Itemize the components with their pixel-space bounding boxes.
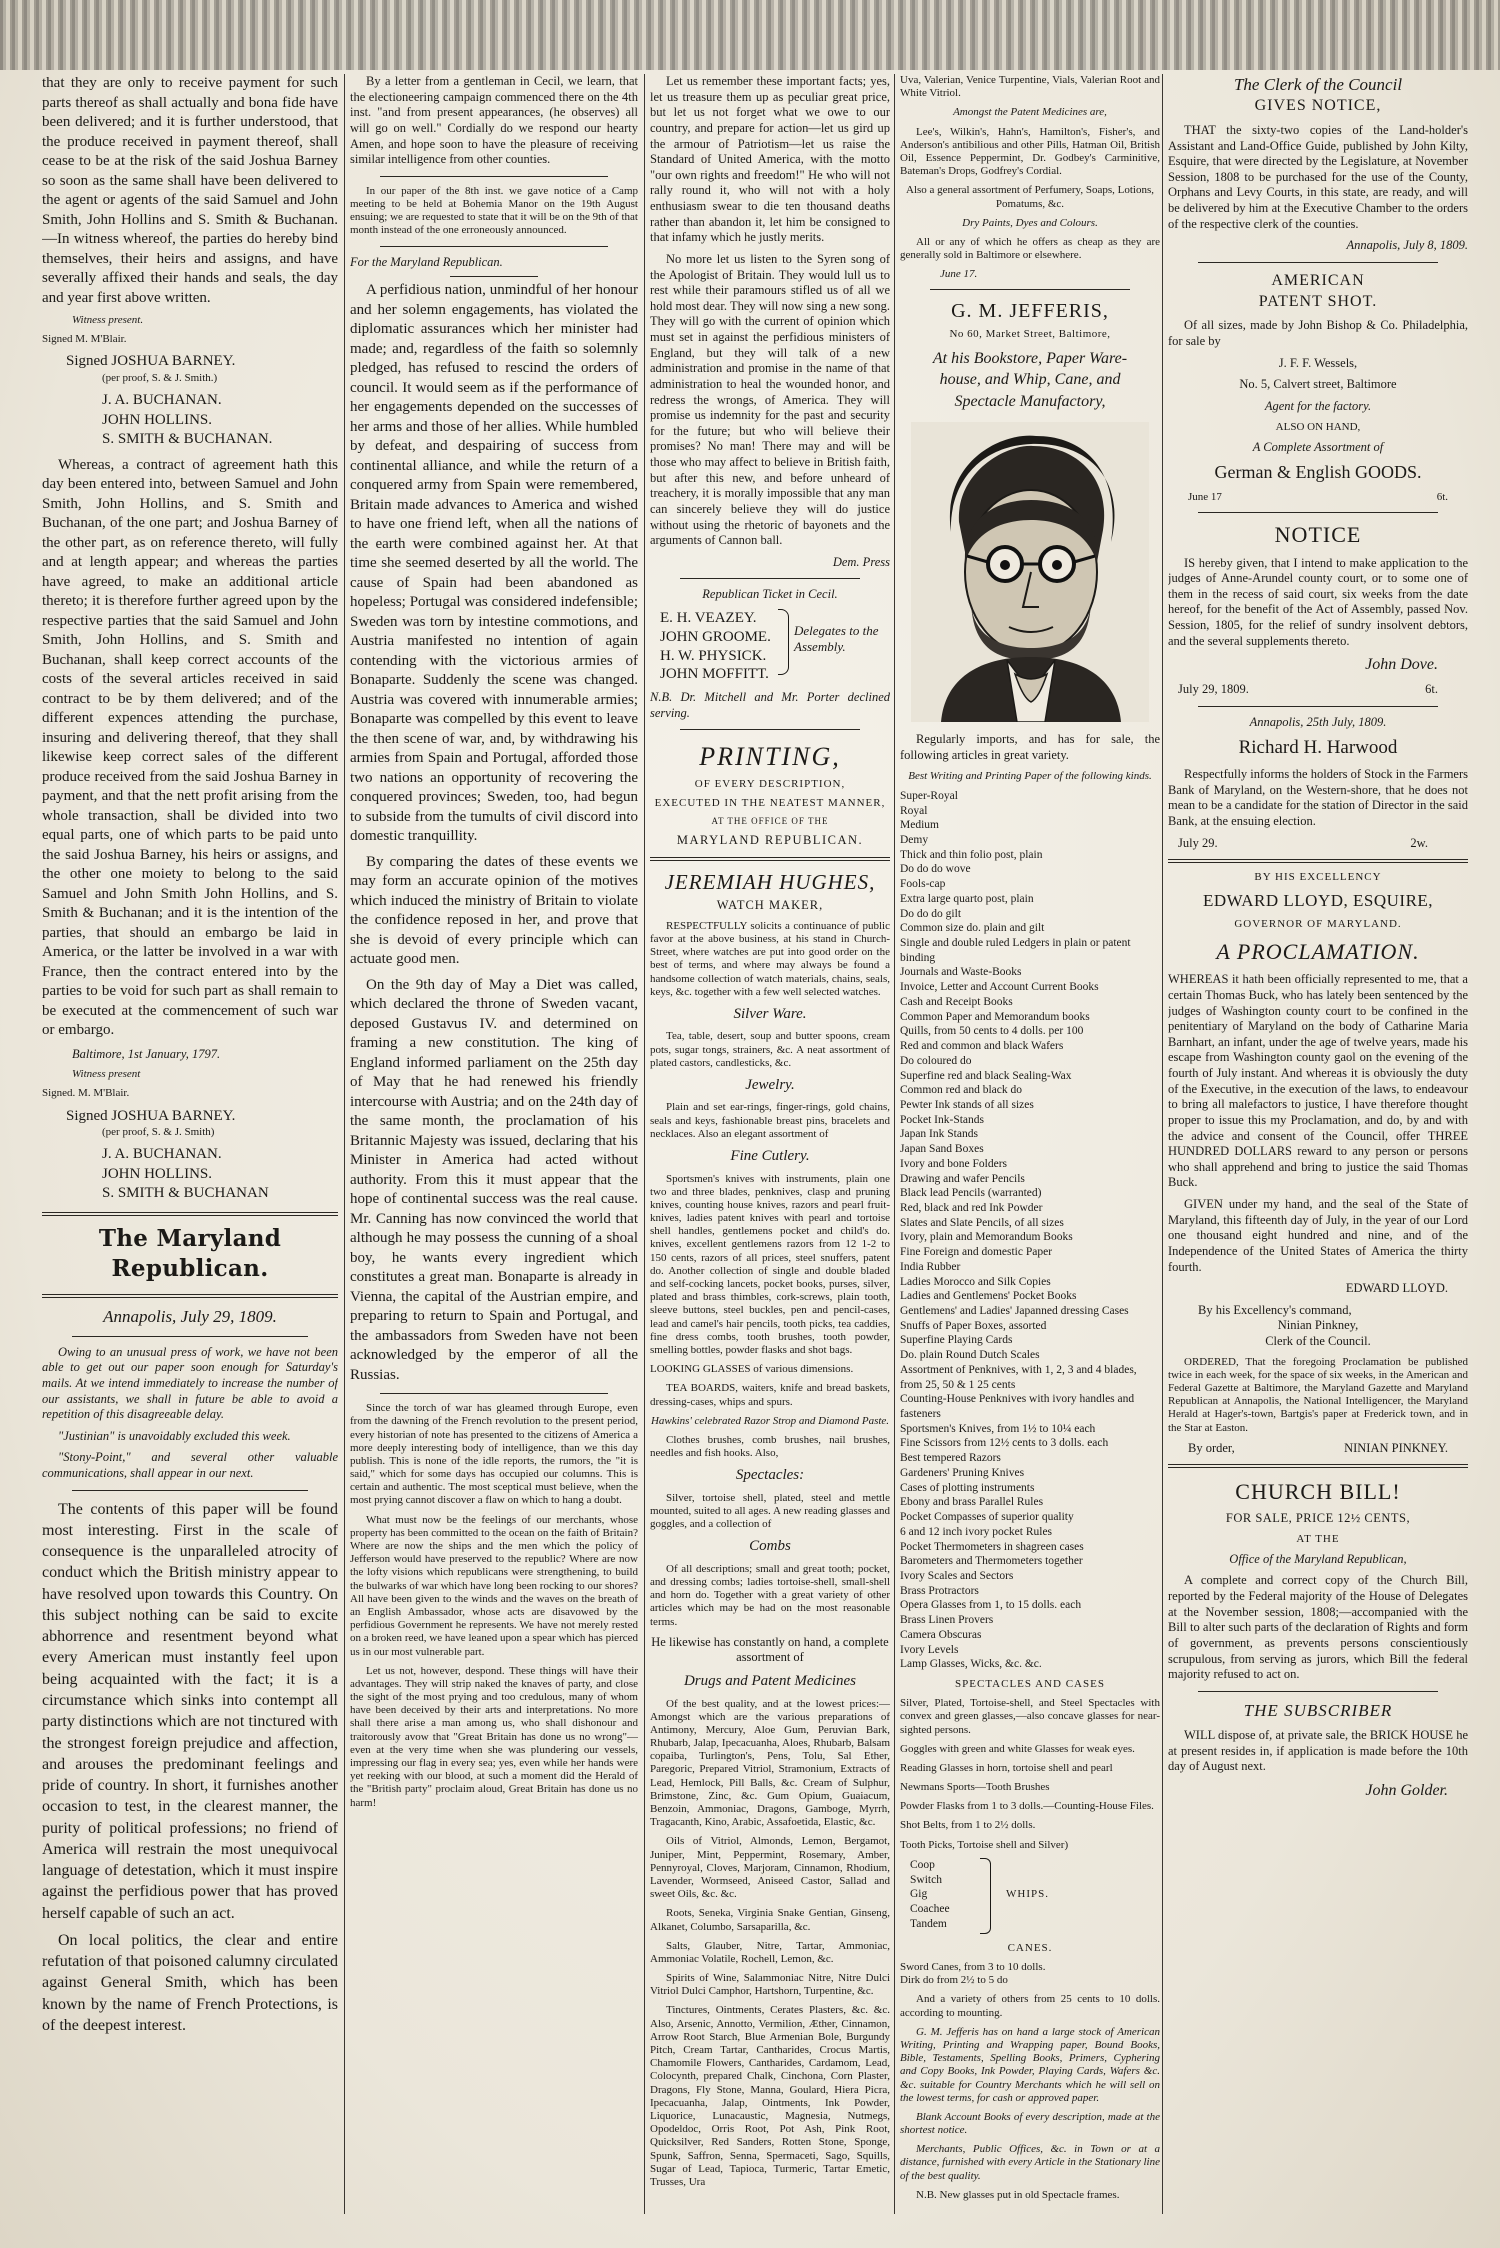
list-item: India Rubber <box>900 1260 961 1273</box>
list-item: 6 and 12 inch ivory pocket Rules <box>900 1525 1053 1538</box>
signature: John Dove. <box>1365 656 1438 674</box>
signature: Clerk of the Council. <box>1265 1334 1371 1349</box>
order-text: ORDERED, That the foregoing Proclamation be published twice in each week, for the space of six weeks, in the American and Federal Gazette at Baltimore, the Maryland Gazette and Maryland Republican at Annapolis, the National Intelligencer, the Maryland Herald at Hager's-town, Bartgis's paper at Frederick town, and in the Star at Easton. <box>1168 1355 1468 1434</box>
ticket-name: JOHN GROOME. <box>660 628 771 645</box>
ad-date-row <box>1178 682 1438 698</box>
ad-date: July 29. <box>1178 835 1218 850</box>
list-item: Invoice, Letter and Account Current Books <box>900 981 1099 994</box>
ad-text: Roots, Seneka, Virginia Snake Gentian, Ginseng, Alkanet, Columbo, Sarsaparilla, &c. <box>650 1907 890 1933</box>
list-item: Slates and Slate Pencils, of all sizes <box>900 1216 1064 1229</box>
list-item: Pocket Compasses of superior quality <box>900 1511 1074 1524</box>
church-bill-heading: CHURCH BILL! <box>1235 1479 1401 1505</box>
ad-text: Clothes brushes, comb brushes, nail brushes, needles and fish hooks. Also, <box>650 1433 890 1460</box>
list-item: Snuffs of Paper Boxes, assorted <box>900 1319 1047 1332</box>
ad-date-row <box>1178 836 1428 852</box>
notice-text: THAT the sixty-two copies of the Land-holder's Assistant and Land-Office Guide, published by John Kilty, Esquire, that were directed by the Legislature, at November Session, 1808 to be purchased for the use of the County, Orphans and Levy Courts, in this state, are ready, and will be delivered by him at the Executive Chamber to the orders of the respective clerk of the counties. <box>1168 122 1468 231</box>
ad-text: Silver, tortoise shell, plated, steel and mettle mounted, suited to all ages. A new reading glasses and goggles, and a collection of <box>650 1491 890 1531</box>
divider <box>1198 1691 1438 1692</box>
article: No more let us listen to the Syren song of the Apologist of Britain. They would lull us to rest while their paramours stifled us of all we hold most dear. They will now sing a new song. They will go with the current of opinion which must set in against the perfidious ministers of England, but they will talk of a new administration and promise in the name of that administration to heal the wounded honor, and redress the wrongs, of America. They will promise us indemnity for the past and security for the future; but who will believe their promises? No man! There may and will be those who may affect to believe in British faith, but after this new, and before unheard of treachery, it is morally impossible that any man can sincerely believe they will do justice without using the rhetoric of bayonets and the arguments of Cannon ball. <box>650 251 890 548</box>
divider <box>380 1393 608 1394</box>
column-5 <box>1168 74 1468 2224</box>
ad-text: Tinctures, Ointments, Cerates Plasters, &c. &c. Also, Arsenic, Annotto, Vermilion, Æther, Cinnamon, Arrow Root Starch, Blue Armenian Bole, Burgundy Pitch, Cream Tartar, Cantharides, Crocus Martis, Chamomile Flowers, Cantharides, Cardamom, Lead, Colocynth, prepared Chalk, Cinchona, Corn Plaster, Dragons, Fly Stone, Manna, Goulard, Hiera Picra, Ipecacuanha, Jalap, Ointments, Ink Powder, Liquorice, Lunacaustic, Magnesia, Nutmegs, Opodeldoc, Orris Root, Pot Ash, Pink Root, Quicksilver, Red Sanders, Rotten Stone, Sponge, Spunk, Saffron, Senna, Spermaceti, Sago, Squills, Sugar of Lead, Tapioca, Turmeric, Tartar Emetic, Trusses, Ura <box>650 2004 890 2188</box>
divider <box>72 1336 308 1337</box>
ad-text: Shot Belts, from 1 to 2½ dolls. <box>900 1819 1036 1832</box>
governor-name: EDWARD LLOYD, ESQUIRE, <box>1202 891 1434 911</box>
source-credit: Dem. Press <box>832 554 890 569</box>
divider <box>680 578 860 579</box>
ad-text: Spirits of Wine, Salammoniac Nitre, Nitre Dulci Vitriol Dulci Camphor, Hartshorn, Turpentine, &c. <box>650 1972 890 1998</box>
list-item: Gardeners' Pruning Knives <box>900 1466 1025 1479</box>
contract-date: Baltimore, 1st January, 1797. <box>72 1046 221 1061</box>
command-line: By his Excellency's command, <box>1198 1302 1352 1317</box>
ad-text: All or any of which he offers as cheap as they are generally sold in Baltimore or elsewhere. <box>900 235 1160 262</box>
list-item: Coachee <box>910 1903 950 1915</box>
divider <box>450 276 538 277</box>
divider <box>1168 859 1468 863</box>
divider <box>380 246 608 247</box>
ad-heading: CANES. <box>1007 1941 1053 1954</box>
list-item: Lamp Glasses, Wicks, &c. &c. <box>900 1658 1042 1671</box>
ad-heading: Combs <box>749 1538 791 1555</box>
list-item: Ivory Levels <box>900 1643 959 1656</box>
printing-line: OF EVERY DESCRIPTION, <box>694 778 846 791</box>
list-item: Pocket Thermometers in shagreen cases <box>900 1540 1084 1553</box>
shop-line: Spectacle Manufactory, <box>954 392 1106 410</box>
ad-text: J. F. F. Wessels, <box>1278 355 1358 370</box>
ad-text: Tooth Picks, Tortoise shell and Silver) <box>900 1838 1069 1851</box>
for-label: For the Maryland Republican. <box>350 254 503 269</box>
article: On the 9th day of May a Diet was called, which declared the throne of Sweden vacant, deposed Gustavus IV. and determined on framing a new constitution. The king of England informed parliament on the 25th day of May that he had renewed his friendly intercourse with Austria; and on the 24th day of the same month, the proclamation of his Britannic Majesty was issued, declaring that his Minister in America had acted without authority. From this it must appear that the hope of continental success was the real cause. Mr. Canning has now convinced the world that although he may possess the cunning of a shoal boy, he wants every ingredient which constitutes a great man. Bonaparte is already in Vienna, the capital of the Austrian empire, and preparing to return to Spain and Portugal, and the ambassadors from Sweden have not been acknowledged by the emperor of all the Russias. <box>350 976 638 1383</box>
ad-date: July 29, 1809. <box>1178 682 1249 697</box>
list-item: Ivory and bone Folders <box>900 1157 1007 1170</box>
column-rule <box>1162 74 1163 2214</box>
list-item: Japan Sand Boxes <box>900 1143 984 1156</box>
signature: S. SMITH & BUCHANAN <box>102 1185 269 1202</box>
ad-heading: SPECTACLES AND CASES <box>955 1677 1105 1690</box>
ad-text: Reading Glasses in horn, tortoise shell and pearl <box>900 1761 1113 1774</box>
list-item: Demy <box>900 834 929 846</box>
witness-label: Witness present. <box>72 314 144 326</box>
proclamation-text: GIVEN under my hand, and the seal of the State of Maryland, this fifteenth day of July, in the year of our Lord one thousand eight hundred and nine, and of the Independence of the United States of America the thirty fourth. <box>1168 1197 1468 1274</box>
contract-text-2: Whereas, a contract of agreement hath this day been entered into, between Samuel and John Smith, John Hollins, and S. Smith and Buchanan, of the one part; and Joshua Barney of the other part, as on reference thereto, will fully and at length appear; and whereas the parties have agreed, to make an additional article thereto; it is therefore further agreed upon by the respective parties that the said Samuel and John Smith, John Hollins, and S. Smith and Buchanan, shall keep correct accounts of the costs of the several articles received in said contract to be by them delivered; and of the different expences attending the purchase, insuring and delivering thereof, that they shall likewise keep correct sales of the different produce received from the said Joshua Barney in payment, and that the nett profit arising from the whole transaction, shall be divided into two equal parts, one of which parts to be paid unto the said Joshua Barney, his heirs or assigns, and the other one moiety to belong to the said Samuel and John Smith John Hollins, and S. Smith & Buchanan; and it is the intention of the parties, that should an embargo be laid in America, or the latter be involved in a war with France, then the contract entered into by the parties to be void for such part as shall remain to be executed at the commencement of such war or embargo. <box>42 456 338 1039</box>
signer: Signed JOSHUA BARNEY. <box>66 1107 236 1124</box>
column-rule <box>344 74 345 2214</box>
list-item: Gentlemens' and Ladies' Japanned dressing Cases <box>900 1305 1129 1317</box>
ad-text: ALSO ON HAND, <box>1275 420 1361 433</box>
divider <box>930 289 1130 290</box>
portrait-with-spectacles-icon <box>911 422 1149 722</box>
signature: S. SMITH & BUCHANAN. <box>102 431 273 448</box>
signed-witness: Signed. M. M'Blair. <box>42 1087 130 1100</box>
ticket-name: JOHN MOFFITT. <box>660 666 769 683</box>
ad-date: June 17. <box>940 268 978 281</box>
letter-cecil: By a letter from a gentleman in Cecil, we learn, that the electioneering campaign commenced there on the 4th inst. "and from present appearances, (he observes) all will go on well." Cordially do we respond our hearty Amen, and hope soon to have the pleasure of receiving similar intelligence from other counties. <box>350 74 638 167</box>
ad-text: A Complete Assortment of <box>1252 439 1384 454</box>
ad-heading: Amongst the Patent Medicines are, <box>953 106 1107 119</box>
article-small: What must now be the feelings of our merchants, whose property has been committed to the ocean on the faith of Britain? Where are now the ships and the men which the policy of Jefferson would have preserved to the republic? Where are now the lofty visions which republicans were strengthening, to build the bulwarks of war which have long been rocking to our shores? All have been given to the winds and the waves on the breath of an English Ambassador, whose acts are disavowed by the perfidious Government he represents. We have not merely rested on a broken reed, we have leaned upon a spear which has pierced us in our most vulnerable part. <box>350 1513 638 1658</box>
article: By comparing the dates of these events we may form an accurate opinion of the motives which induced the ministry of Britain to violate the confidence reposed in her, and prove that she is devoid of every principle which can actuate good men. <box>350 853 638 968</box>
list-item: Common size do. plain and gilt <box>900 922 1045 935</box>
ad-text: Agent for the factory. <box>1264 398 1372 413</box>
list-item: Opera Glasses from 1, to 15 dolls. each <box>900 1599 1082 1612</box>
ad-text: Merchants, Public Offices, &c. in Town or at a distance, furnished with every Article in the Stationary line of the best quality. <box>900 2143 1160 2182</box>
ad-text: TEA BOARDS, waiters, knife and bread baskets, dressing-cases, whips and spurs. <box>650 1382 890 1408</box>
list-item: Do do do wove <box>900 863 971 876</box>
delegates-label: Delegates to the Assembly. <box>794 623 879 655</box>
list-item: Cases of plotting instruments <box>900 1481 1035 1494</box>
list-item: Pewter Ink stands of all sizes <box>900 1098 1034 1111</box>
ad-text: Of all descriptions; small and great tooth; pocket, and dressing combs; ladies tortoise-shell, small-shell and horn do. Together with a great variety of other articles which may be had on the most reasonable terms. <box>650 1562 890 1628</box>
procl-line: GOVERNOR OF MARYLAND. <box>1234 918 1402 931</box>
jefferis-shop <box>900 348 1160 413</box>
ad-text: Dirk do from 2½ to 5 do <box>900 1974 1008 1987</box>
ad-text: Oils of Vitriol, Almonds, Lemon, Bergamot, Juniper, Mint, Peppermint, Rosemary, Amber, Pennyroyal, Cloves, Marjoram, Cinnamon, Rhodium, Lavender, Wormseed, Aniseed Castor, Sallad and sweet Oils, &c. &c. <box>650 1835 890 1901</box>
ad-text: Also a general assortment of Perfumery, Soaps, Lotions, Pomatums, &c. <box>906 184 1154 210</box>
brace <box>980 1858 991 1934</box>
signature: NINIAN PINKNEY. <box>1344 1440 1448 1455</box>
shop-line: At his Bookstore, Paper Ware- <box>932 349 1128 367</box>
column-4 <box>900 74 1160 2224</box>
divider <box>650 857 890 861</box>
list-item: Drawing and wafer Pencils <box>900 1172 1025 1185</box>
signature: JOHN HOLLINS. <box>102 411 212 428</box>
editor-note: "Stony-Point," and several other valuable communications, shall appear in our next. <box>42 1450 338 1480</box>
list-item: Fine Scissors from 12½ cents to 3 dolls. each <box>900 1437 1109 1450</box>
dateline: Annapolis, July 29, 1809. <box>103 1306 277 1326</box>
article-small: Since the torch of war has gleamed through Europe, even from the dawning of the French revolution to the present period, every historian of note has presented to the citizens of America a more deeply interesting body of intelligence, than we this day publish. This is none of the idle reports, the rumors, the "it is said," which for some days has occupied our columns. This is certain and authentic. The most sceptical must believe, when the most prying cannot discover a flaw on which to hang a doubt. <box>350 1402 638 1507</box>
ticket-list <box>660 609 890 684</box>
ad-heading: Hawkins' celebrated Razor Strop and Diamond Paste. <box>650 1414 890 1427</box>
printing-line: AT THE OFFICE OF THE <box>711 816 829 827</box>
signature: Ninian Pinkney, <box>1277 1318 1359 1333</box>
shot-heading: AMERICAN <box>1271 271 1365 289</box>
article: A perfidious nation, unmindful of her honour and her solemn engagements, has violated the diplomatic assurances which her minister had made; and, regardless of the faith so solemnly pledged, has refused to rescind the orders of council. It would seem as if the performance of her engagements depended on the successes of her arms and those of her allies. While humbled by defeat, and despairing of success from continental alliance, and while the return of a conquered army from Spain were remembered, Britain made advances to America and wished to have one friend left, when all the nations of the earth were combined against her. At that time she seemed deserted by all the world. The cause of Spain had been abandoned as hopeless; Portugal was considered indefensible; Sweden was torn by intestine commotions, and Austria manifested no intention of again contending with the victorious armies of Bonaparte. Suddenly the scene was changed. Austria was covered with innumerable armies; Bonaparte was compelled by this event to leave the then scene of war, and, by withdrawing his armies from Spain and Portugal, afforded those two nations an opportunity of recovering the conquered provinces; Sweden, too, had begun to subside from the tumults of civil discord into domestic tranquillity. <box>350 282 638 845</box>
ticket-name: E. H. VEAZEY. <box>660 610 757 626</box>
editor-note: Owing to an unusual press of work, we have not been able to get out our paper soon enough for Saturday's mails. At we intend immediately to increase the number of our assistants, we shall in future be able to avoid a repetition of this disagreeable delay. <box>42 1344 338 1422</box>
ad-text: He likewise has constantly on hand, a complete assortment of <box>651 1634 889 1665</box>
list-item: Thick and thin folio post, plain <box>900 848 1043 861</box>
ad-text: Uva, Valerian, Venice Turpentine, Vials, Valerian Root and White Vitriol. <box>900 74 1160 100</box>
church-bill-text: A complete and correct copy of the Church Bill, reported by the Federal majority of the House of Delegates at the November session, 1808;—accompanied with the Bill to alter such parts of the declaration of Rights and form of government, as prevents persons conscientiously scrupulous, from serving as jurors, which Bill the federal majority refused to act on. <box>1168 1573 1468 1682</box>
list-item: Camera Obscuras <box>900 1628 982 1641</box>
ad-text: Of all sizes, made by John Bishop & Co. Philadelphia, for sale by <box>1168 318 1468 349</box>
printing-heading: PRINTING, <box>699 742 841 772</box>
list-item: Black lead Pencils (warranted) <box>900 1187 1042 1200</box>
list-item: Assortment of Penknives, with 1, 2, 3 and 4 blades, from 25, 50 & 1 25 cents <box>900 1363 1137 1391</box>
ad-text: LOOKING GLASSES of various dimensions. <box>650 1363 854 1376</box>
clerk-heading: The Clerk of the Council <box>1233 75 1403 94</box>
list-item: Quills, from 50 cents to 4 dolls. per 100 <box>900 1025 1084 1038</box>
harwood-name: Richard H. Harwood <box>1238 737 1398 759</box>
list-item: Common red and black do <box>900 1084 1023 1097</box>
nb-note: N.B. Dr. Mitchell and Mr. Porter declined serving. <box>650 690 890 720</box>
list-item: Ebony and brass Parallel Rules <box>900 1496 1044 1509</box>
list-item: Best tempered Razors <box>900 1452 1001 1465</box>
divider <box>1198 262 1438 263</box>
procl-line: BY HIS EXCELLENCY <box>1254 871 1382 884</box>
order-sign-row <box>1188 1441 1448 1457</box>
ad-text: And a variety of others from 25 cents to 10 dolls. according to mounting. <box>900 1993 1160 2019</box>
signature: JOHN HOLLINS. <box>102 1165 212 1182</box>
list-item: Fine Foreign and domestic Paper <box>900 1246 1053 1259</box>
divider <box>1198 706 1438 707</box>
divider <box>1168 1464 1468 1468</box>
notice-date: Annapolis, July 8, 1809. <box>1346 238 1468 253</box>
list-item: Coop <box>910 1858 935 1871</box>
list-item: Fools-cap <box>900 878 946 891</box>
article-small: Let us not, however, despond. These things will have their advantages. They will strip naked the knaves of party, and close the sight of the most prying and too credulous, many of whom have been deceived by their arts and interpretations. No more shall there arise a man among us, who shall dishonour and traitorously avow that "Great Britain has done us no wrong"—even at the very time when she was plundering our vessels, impressing our flag in every sea; yes, even while her hands were yet reeking with our blood, at such a moment did the Herald of the "British party" proclaim aloud, Great Britain has done us no harm! <box>350 1664 638 1809</box>
column-2 <box>350 74 638 2224</box>
office-line: Office of the Maryland Republican, <box>1229 1551 1407 1566</box>
ad-text: Newmans Sports—Tooth Brushes <box>900 1781 1050 1794</box>
notice-text: Respectfully informs the holders of Stock in the Farmers Bank of Maryland, on the Western-shore, that he does not mean to be a candidate for the station of Director in the said Bank, at the ensuing election. <box>1168 767 1468 828</box>
proclamation-text: WHEREAS it hath been officially represented to me, that a certain Thomas Buck, who has lately been sentenced by the judges of Washington county court to be confined in the penitentiary of Maryland on the body of Catharine Maria Barnhart, an infant, under the age of twelve years, made his escape from Washington county gaol on the evening of the fourth of July instant. And whereas it is obviously the duty of the Executive, in the execution of the laws, to endeavour to bring all malefactors to justice, I have therefore thought proper to issue this my Proclamation, and do, by and with the advice and consent of the Council, offer THREE HUNDRED DOLLARS reward to any person or persons who shall apprehend and bring to justice the said Thomas Buck. <box>1168 972 1468 1190</box>
list-item: Gig <box>910 1888 928 1901</box>
divider <box>1198 512 1438 513</box>
ad-text: No. 5, Calvert street, Baltimore <box>1239 377 1397 392</box>
signature: J. A. BUCHANAN. <box>102 392 222 409</box>
editorial: On local politics, the clear and entire refutation of that poisoned calumny circulated against General Smith, which has been known by the name of French Protections, is of the deepest interest. <box>42 1931 338 2034</box>
ad-heading: Best Writing and Printing Paper of the following kinds. <box>908 769 1152 782</box>
ad-run: 2w. <box>1410 835 1428 850</box>
list-item: Brass Linen Provers <box>900 1614 994 1627</box>
ad-text: Sword Canes, from 3 to 10 dolls. <box>900 1961 1046 1974</box>
ticket-name: H. W. PHYSICK. <box>660 647 767 664</box>
list-item: Superfine red and black Sealing-Wax <box>900 1069 1072 1082</box>
list-item: Royal <box>900 804 928 817</box>
goods-heading: German & English GOODS. <box>1214 462 1422 483</box>
witness-label: Witness present <box>72 1068 141 1081</box>
list-item: Single and double ruled Ledgers in plain or patent binding <box>900 937 1131 964</box>
proclamation-heading: A PROCLAMATION. <box>1216 938 1420 964</box>
masthead: The Maryland Republican. <box>98 1224 282 1282</box>
ad-date-row <box>1188 491 1448 504</box>
ad-text: Of the best quality, and at the lowest prices:—Amongst which are the various preparations of Antimony, Mercury, Aloe Gum, Peruvian Bark, Rhubarb, Jalap, Ipecacuanha, Aloes, Rhubarb, Balsam copaiba, Turlington's, Pens, Tolu, Sal Ether, Paregoric, Prepared Vitriol, Stramonium, Extracts of Lead, Hemlock, Pill Balls, &c. Cream of Sulphur, Brimstone, Zinc, &c. Gum Opium, Guaiacum, Benzoin, Ammoniac, Dragons, Gamboge, Myrrh, Tragacanth, Kino, Arabic, Assafoetida, Elastic, &c. <box>650 1697 890 1829</box>
ad-heading: Jewelry. <box>745 1076 795 1093</box>
shop-line: house, and Whip, Cane, and <box>939 371 1121 389</box>
list-item: Extra large quarto post, plain <box>900 892 1034 905</box>
ad-text: Tea, table, desert, soup and butter spoons, cream pots, sugar tongs, strainers, &c. A neat assortment of plated castors, candlesticks, &c. <box>650 1030 890 1069</box>
list-item: Ivory Scales and Sectors <box>900 1569 1014 1582</box>
column-rule <box>894 74 895 2214</box>
list-item: Ladies Morocco and Silk Copies <box>900 1275 1051 1288</box>
ad-text: Silver, Plated, Tortoise-shell, and Steel Spectacles with convex and green glasses,—also concave glasses for near-sighted persons. <box>900 1697 1160 1736</box>
notice-date: Annapolis, 25th July, 1809. <box>1249 714 1387 729</box>
order-label: By order, <box>1188 1440 1235 1455</box>
list-item: Journals and Waste-Books <box>900 966 1022 979</box>
list-item: Japan Ink Stands <box>900 1128 978 1141</box>
list-item: Do. plain Round Dutch Scales <box>900 1349 1040 1362</box>
whips-label: WHIPS. <box>1006 1887 1049 1900</box>
editorial: The contents of this paper will be found most interesting. First in the scale of consequence is the unparalleled atrocity of conduct which the British ministry appear to have resolved upon towards this Country. On this subject nothing can be said to excite abhorrence and resentment beyond what every American must instantly feel upon being acquainted with the fact; it is a circumstance which sinks into contempt all party distinctions which are not tinctured with the strongest foreign prejudice and affection, and arouses the predominant feelings and pride of country. In short, it furnishes another occasion to test, in the clearest manner, the purity of political professions; no friend of America will restrain the most unequivocal language of detestation, which it must inspire against the perfidious power that has proved herself capable of such an act. <box>42 1500 338 1922</box>
list-item: Switch <box>910 1873 942 1886</box>
list-item: Red and common and black Wafers <box>900 1040 1064 1053</box>
signature: John Golder. <box>1365 1781 1448 1799</box>
column-1 <box>42 74 338 2224</box>
column-3 <box>650 74 890 2224</box>
jefferis-name: G. M. JEFFERIS, <box>951 300 1109 323</box>
signature: EDWARD LLOYD. <box>1345 1281 1448 1296</box>
list-item: Sportsmen's Knives, from 1½ to 10¼ each <box>900 1422 1096 1435</box>
watchmaker-name: JEREMIAH HUGHES, <box>664 869 876 894</box>
list-item: Red, black and red Ink Powder <box>900 1201 1043 1214</box>
notice-text: IS hereby given, that I intend to make application to the judges of Anne-Arundel county court, or to some one of them in the recess of said court, six weeks from the date hereof, for the benefit of the Act of Assembly, passed Nov. Session, 1805, for the relief of sundry insolvent debtors, and the several supplements thereto. <box>1168 555 1468 648</box>
ad-heading: Drugs and Patent Medicines <box>683 1673 857 1690</box>
ad-text: Powder Flasks from 1 to 3 dolls.—Counting-House Files. <box>900 1800 1154 1813</box>
brace <box>778 609 789 675</box>
list-item: Super-Royal <box>900 789 958 802</box>
list-item: Medium <box>900 819 939 832</box>
list-item: Do do do gilt <box>900 907 962 920</box>
contract-text: that they are only to receive payment for such parts thereof as shall actually and bona fide have been delivered; and it is further understood, that the produce received in payment thereof, shall cease to be at the risk of the said Joshua Barney so soon as the same shall have been delivered to the agent or agents of the said Samuel and John Smith, John Hollins and S. Smith & Buchanan.—In witness whereof, the parties do hereby bind themselves, their heirs and assigns, and have severally affixed their hands and seals, the day and year first above written. <box>42 75 338 306</box>
ticket-heading: Republican Ticket in Cecil. <box>702 587 838 602</box>
ad-text: Plain and set ear-rings, finger-rings, gold chains, seals and keys, fashionable breast pins, bracelets and necklaces. Also an elegant assortment of <box>650 1101 890 1140</box>
ad-date: June 17 <box>1188 490 1222 503</box>
divider <box>42 1294 338 1298</box>
ad-text: Blank Account Books of every description, made at the shortest notice. <box>900 2110 1160 2137</box>
camp-meeting-notice: In our paper of the 8th inst. we gave notice of a Camp meeting to be held at Bohemia Manor on the 19th August ensuing; we are requested to state that it will be on the 9th of that month instead of the one erroneously announced. <box>350 184 638 237</box>
proof-note: (per proof, S. & J. Smith.) <box>102 371 218 384</box>
whips-block <box>910 1858 1160 1938</box>
ad-heading: Dry Paints, Dyes and Colours. <box>962 216 1098 229</box>
jefferis-address: No 60, Market Street, Baltimore, <box>949 328 1111 341</box>
divider <box>42 1212 338 1216</box>
divider <box>72 1490 308 1491</box>
ad-text: Sportsmen's knives with instruments, plain one two and three blades, penknives, clasp and pruning knives, counting house knives, razors and pearl fruit-knives, ladies patent knives with pearl and tortoise shell handles, gentlemens pocket and child's do. knives, excellent gentlemens razors from 12 1-2 to 150 cents, razors of all prices, steel snuffers, patent do. Another collection of single and double bladed and self-cocking lancets, pocket books, purses, silver, plated and brass thimbles, cork-screws, plain tooth, sleeve buttons, steel buckles, pen and pencil-cases, lead and camel's hair pencils, tooth picks, tea caddies, fine dress combs, tooth brushes, tooth powder, smelling bottles, powder flasks and shot bags. <box>650 1172 890 1356</box>
ad-text: Goggles with green and white Glasses for weak eyes. <box>900 1742 1135 1755</box>
torn-top-edge <box>0 0 1500 70</box>
printing-line: EXECUTED IN THE NEATEST MANNER, <box>654 797 886 810</box>
watchmaker-title: WATCH MAKER, <box>716 898 824 913</box>
list-item: Ivory, plain and Memorandum Books <box>900 1231 1073 1244</box>
signature: J. A. BUCHANAN. <box>102 1146 222 1163</box>
list-item: Common Paper and Memorandum books <box>900 1010 1090 1023</box>
ad-run: 6t. <box>1425 682 1438 697</box>
divider <box>380 176 608 177</box>
article: Let us remember these important facts; yes, let us treasure them up as peculiar great price, but let us not forget what we owe to our country, and prepare for action—let us gird up the armour of Patriotism—let us raise the Standard of United America, with the motto "our own rights and freedom!" He who will not rally round it, who will not with a holy enthusiasm swear to die ten thousand deaths rather than abandon it, let him be consigned to that infamy which he justly merits. <box>650 74 890 245</box>
ad-text: G. M. Jefferis has on hand a large stock of American Writing, Printing and Wrapping paper, Bound Books, Bible, Testaments, Spelling Books, Primers, Cyphering and Copy Books, Ink Powder, Playing Cards, Wafers &c. &c. suitable for Country Merchants which he will sell on the lowest terms, for cash or approved paper. <box>900 2025 1160 2104</box>
ad-text: Regularly imports, and has for sale, the following articles in great variety. <box>900 732 1160 763</box>
ad-heading: Spectacles: <box>735 1467 805 1484</box>
subscriber-text: WILL dispose of, at private sale, the BRICK HOUSE he at present resides in, if application is made before the 10th day of August next. <box>1168 1727 1468 1774</box>
list-item: Ladies and Gentlemens' Pocket Books <box>900 1290 1077 1303</box>
ad-heading: Fine Cutlery. <box>730 1148 810 1165</box>
at-the: AT THE <box>1296 1532 1340 1545</box>
printing-line: MARYLAND REPUBLICAN. <box>676 833 864 848</box>
ad-text: N.B. New glasses put in old Spectacle frames. <box>916 2188 1120 2201</box>
ad-run: 6t. <box>1436 490 1448 503</box>
ad-text: Lee's, Wilkin's, Hahn's, Hamilton's, Fisher's, and Anderson's antibilious and other Pills, Hatman Oil, British Oil, Essence Peppermint, Dr. Godbey's Carminitive, Bateman's Drops, Godfrey's Cordial. <box>900 125 1160 178</box>
list-item: Counting-House Penknives with ivory handles and fasteners <box>900 1393 1135 1421</box>
signer: Signed JOSHUA BARNEY. <box>66 353 236 370</box>
gives-notice: GIVES NOTICE, <box>1254 97 1382 115</box>
editor-note: "Justinian" is unavoidably excluded this week. <box>58 1428 291 1443</box>
stationery-list <box>900 789 1160 1672</box>
list-item: Superfine Playing Cards <box>900 1334 1013 1347</box>
signed-witness: Signed M. M'Blair. <box>42 333 127 346</box>
list-item: Cash and Receipt Books <box>900 995 1013 1008</box>
proof-note: (per proof, S. & J. Smith) <box>102 1126 215 1139</box>
list-item: Do coloured do <box>900 1054 972 1067</box>
divider <box>680 729 860 730</box>
list-item: Brass Protractors <box>900 1584 979 1597</box>
list-item: Barometers and Thermometers together <box>900 1555 1083 1568</box>
list-item: Tandem <box>910 1917 947 1930</box>
ad-text: RESPECTFULLY solicits a continuance of public favor at the above business, at his stand in Church-Street, where watches are put into good order on the best of terms, and where may always be found a handsome collection of watch materials, chains, seals, keys, &c. together with a few well selected watches. <box>650 919 890 998</box>
ad-text: Salts, Glauber, Nitre, Tartar, Ammoniac, Ammoniac Volatile, Rochell, Lemon, &c. <box>650 1939 890 1965</box>
notice-heading: NOTICE <box>1274 522 1362 547</box>
column-rule <box>644 74 645 2214</box>
price-line: FOR SALE, PRICE 12½ CENTS, <box>1225 1510 1411 1525</box>
ad-heading: Silver Ware. <box>733 1005 807 1022</box>
subscriber-heading: THE SUBSCRIBER <box>1243 1700 1393 1720</box>
shot-heading: PATENT SHOT. <box>1258 292 1378 310</box>
list-item: Pocket Ink-Stands <box>900 1113 985 1126</box>
